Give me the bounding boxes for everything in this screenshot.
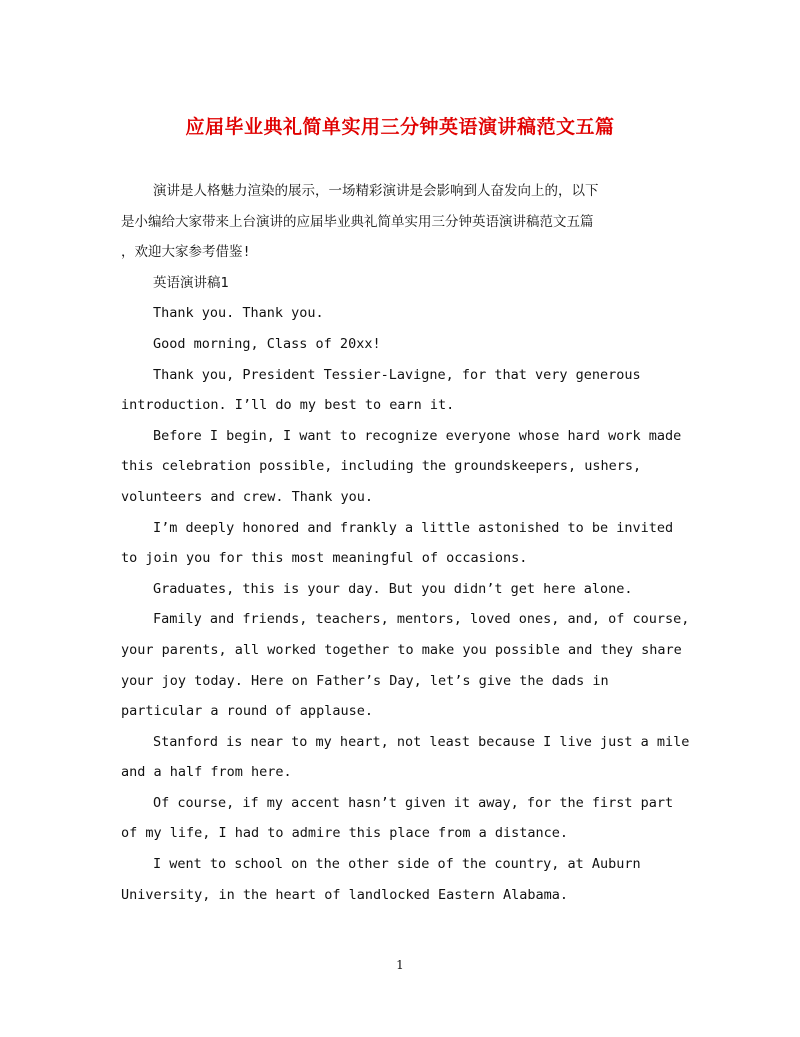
text-line: Good morning, Class of 20xx! — [153, 335, 381, 352]
text-line: to join you for this most meaningful of occasions. — [121, 550, 528, 567]
text-line: 是小编给大家带来上台演讲的应届毕业典礼简单实用三分钟英语演讲稿范文五篇 — [121, 213, 594, 230]
text-line: your parents, all worked together to make you possible and they share — [121, 641, 682, 658]
text-line: Thank you. Thank you. — [153, 305, 324, 322]
text-line: I went to school on the other side of the country, at Auburn — [153, 856, 641, 873]
text-line: I’m deeply honored and frankly a little astonished to be invited — [153, 519, 674, 536]
text-line: Family and friends, teachers, mentors, loved ones, and, of course, — [153, 611, 690, 628]
document-title: 应届毕业典礼简单实用三分钟英语演讲稿范文五篇 — [185, 116, 615, 138]
text-line: particular a round of applause. — [121, 703, 373, 720]
text-line: Of course, if my accent hasn’t given it away, for the first part — [153, 794, 674, 811]
text-line: introduction. I’ll do my best to earn it. — [121, 397, 455, 414]
text-line: this celebration possible, including the groundskeepers, ushers, — [121, 458, 642, 475]
text-line: volunteers and crew. Thank you. — [121, 488, 373, 505]
page-number: 1 — [396, 958, 404, 972]
text-line: 演讲是人格魅力渲染的展示，一场精彩演讲是会影响到人奋发向上的，以下 — [153, 183, 599, 199]
text-line: University, in the heart of landlocked Eastern Alabama. — [121, 886, 569, 903]
text-line: your joy today. Here on Father’s Day, let’s give the dads in — [121, 672, 609, 689]
text-line: of my life, I had to admire this place from a distance. — [121, 825, 569, 842]
text-line: Stanford is near to my heart, not least because I live just a mile — [153, 733, 690, 750]
text-line: and a half from here. — [121, 764, 292, 781]
text-line: ，欢迎大家参考借鉴! — [121, 244, 251, 261]
text-line: Before I begin, I want to recognize everyone whose hard work made — [153, 427, 682, 444]
text-line: Thank you, President Tessier-Lavigne, for that very generous — [153, 366, 641, 383]
document-body — [121, 176, 690, 910]
text-line: 英语演讲稿1 — [153, 274, 229, 291]
text-line: Graduates, this is your day. But you didn’t get here alone. — [153, 580, 633, 597]
